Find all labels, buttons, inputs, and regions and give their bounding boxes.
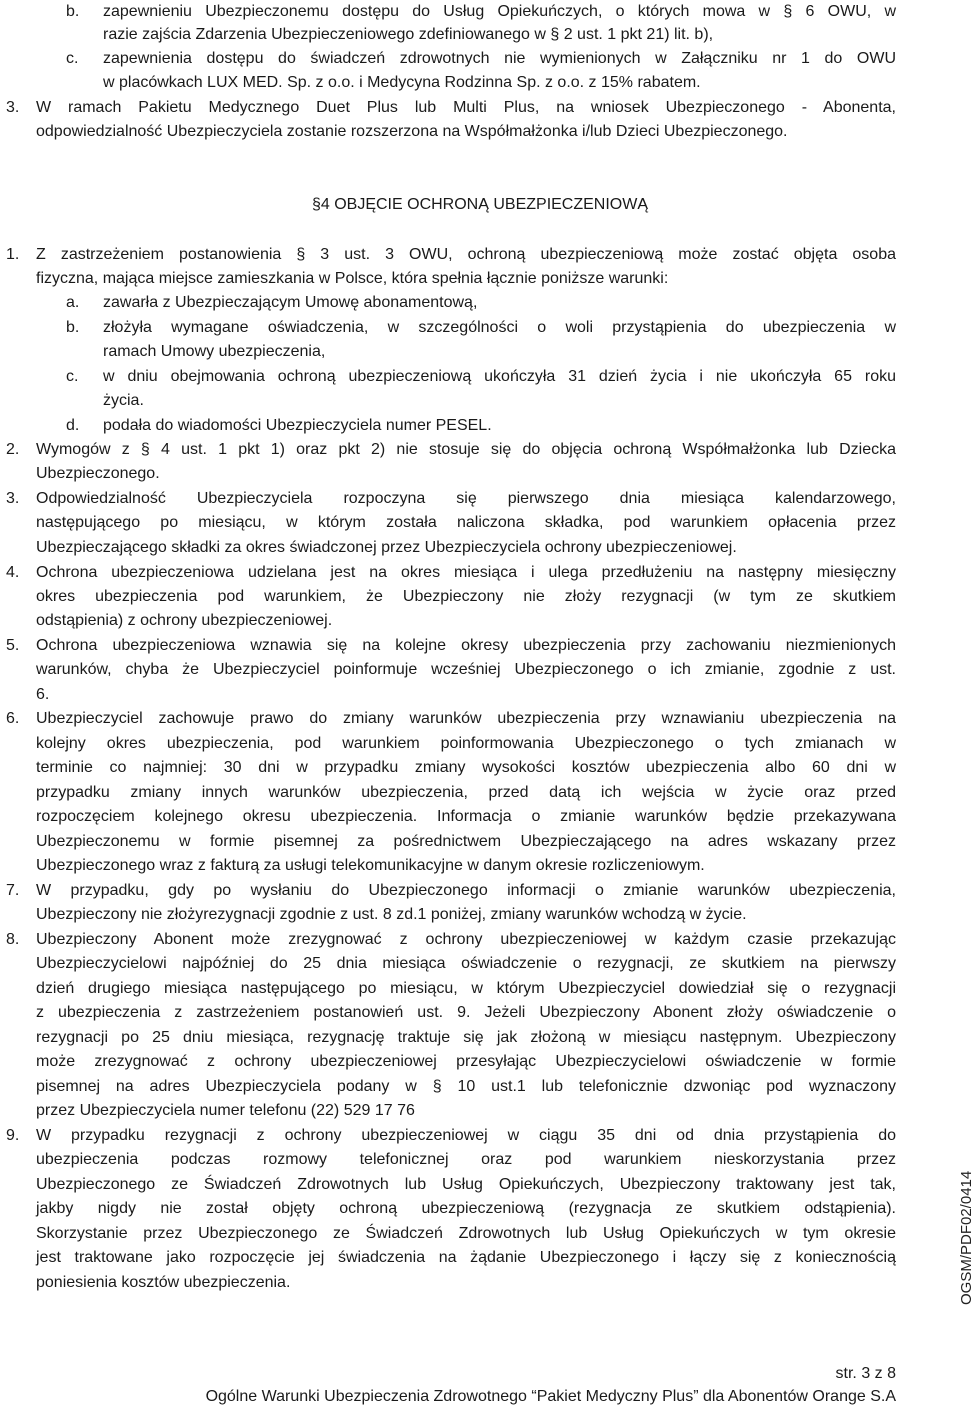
item-marker: b. (66, 319, 80, 336)
paragraph-8-cont (0, 977, 960, 1001)
paragraph-8-cont (0, 1001, 960, 1025)
text-line: zawarła z Ubezpieczającym Umowę abonamentową, (103, 294, 478, 311)
text-line: ramach Umowy ubezpieczenia, (103, 343, 326, 360)
text-line: kolejny okres ubezpieczenia, pod warunkiem poinformowania Ubezpieczonego o tych zmianach w (36, 735, 896, 752)
item-marker: d. (66, 417, 80, 434)
text-line: przypadku zmiany innych warunków ubezpieczenia, przed datą ich wejścia w życie oraz przed (36, 784, 896, 801)
paragraph-3-cont (0, 511, 960, 535)
paragraph-9 (0, 1124, 960, 1148)
paragraph-6-cont (0, 732, 960, 756)
list-item-1d (0, 414, 960, 438)
list-item-c (0, 47, 960, 71)
item-marker: 9. (6, 1127, 20, 1144)
paragraph-8-cont (0, 1075, 960, 1099)
paragraph-2 (0, 438, 960, 462)
paragraph-3-top-cont (0, 120, 960, 144)
text-line: Odpowiedzialność Ubezpieczyciela rozpoczyna się pierwszego dnia miesiąca kalendarzowego, (36, 490, 896, 507)
paragraph-9-cont (0, 1271, 960, 1295)
text-line: jest traktowane jako rozpoczęcie jej świadczenia na żądanie Ubezpieczonego i łączy się z koniecznością (36, 1249, 896, 1266)
text-line: podała do wiadomości Ubezpieczyciela numer PESEL. (103, 417, 492, 434)
paragraph-3-top (0, 96, 960, 120)
page-footer: Ogólne Warunki Ubezpieczenia Zdrowotnego “Pakiet Medyczny Plus” dla Abonentów Orange S.A (205, 1388, 896, 1405)
text-line: terminie co najmniej: 30 dni w przypadku zmiany wysokości kosztów ubezpieczenia albo 60 dni w (36, 759, 896, 776)
item-marker: a. (66, 294, 80, 311)
list-item-c-cont (0, 71, 960, 95)
item-marker: 8. (6, 931, 20, 948)
paragraph-9-cont (0, 1222, 960, 1246)
text-line: zapewnienia dostępu do świadczeń zdrowotnych nie wymienionych w Załączniku nr 1 do OWU (103, 50, 896, 67)
text-line: Ubezpieczonego wraz z fakturą za usługi telekomunikacyjne w danym okresie rozliczeniowym. (36, 857, 705, 874)
item-marker: 2. (6, 441, 20, 458)
text-line: z ubezpieczenia z zastrzeżeniem postanowień ust. 9. Jeżeli Ubezpieczony Abonent złoży oświadczenie o (36, 1004, 896, 1021)
list-item-1c-cont (0, 389, 960, 413)
paragraph-6-cont (0, 830, 960, 854)
paragraph-3 (0, 487, 960, 511)
paragraph-7-cont (0, 903, 960, 927)
text-line: zapewnieniu Ubezpieczonemu dostępu do Usług Opiekuńczych, o których mowa w § 6 OWU, w (103, 3, 896, 20)
text-line: Ubezpieczonemu w formie pisemnej za pośrednictwem Ubezpieczającego na adres wskazany przez (36, 833, 896, 850)
paragraph-5-cont (0, 683, 960, 707)
list-item-1a (0, 291, 960, 315)
paragraph-2-cont (0, 462, 960, 486)
text-line: W przypadku, gdy po wysłaniu do Ubezpieczonego informacji o zmianie warunków ubezpieczenia, (36, 882, 896, 899)
section-title: §4 OBJĘCIE OCHRONĄ UBEZPIECZENIOWĄ (311, 196, 649, 213)
paragraph-4-cont (0, 609, 960, 633)
paragraph-8-cont (0, 952, 960, 976)
paragraph-5-cont (0, 658, 960, 682)
text-line: Ubezpieczającego składki za okres świadczonej przez Ubezpieczyciela ochrony ubezpieczeniowej. (36, 539, 737, 556)
text-line: dzień drugiego miesiąca następującego po miesiącu, w którym Ubezpieczyciel dowiedział się o rezygnacji (36, 980, 896, 997)
paragraph-1 (0, 243, 960, 267)
paragraph-9-cont (0, 1197, 960, 1221)
text-line: Ubezpieczony nie złożyrezygnacji zgodnie z ust. 8 zd.1 poniżej, zmiany warunków wchodzą w życie. (36, 906, 747, 923)
text-line: pisemnej na adres Ubezpieczyciela podany w § 10 ust.1 lub telefonicznie dzwoniąc pod wyznaczony (36, 1078, 896, 1095)
page-number: str. 3 z 8 (835, 1365, 896, 1382)
text-line: w dniu obejmowania ochroną ubezpieczeniową ukończyła 31 dzień życia i nie ukończyła 65 roku (103, 368, 896, 385)
text-line: rozpoczęciem kolejnego okresu ubezpieczenia. Informacja o zmianie warunków będzie przekazywana (36, 808, 896, 825)
paragraph-8-cont (0, 1099, 960, 1123)
item-marker: c. (66, 368, 79, 385)
item-marker: 5. (6, 637, 20, 654)
text-line: Ubezpieczonego ze Świadczeń Zdrowotnych lub Usług Opiekuńczych, Ubezpieczony traktowany jest tak, (36, 1176, 896, 1193)
text-line: W ramach Pakietu Medycznego Duet Plus lub Multi Plus, na wniosek Ubezpieczonego - Abonenta, (36, 99, 896, 116)
item-marker: 7. (6, 882, 20, 899)
text-line: Ubezpieczonego. (36, 465, 160, 482)
paragraph-9-cont (0, 1148, 960, 1172)
list-item-1b (0, 316, 960, 340)
text-line: Ochrona ubezpieczeniowa udzielana jest na okres miesiąca i ulega przedłużeniu na następny miesięczny (36, 564, 896, 581)
item-marker: 3. (6, 490, 20, 507)
text-line: fizyczna, mająca miejsce zamieszkania w Polsce, która spełnia łącznie poniższe warunki: (36, 270, 669, 287)
text-line: rezygnacji po 25 dniu miesiąca, rezygnację traktuje się jak złożoną w miesiącu następnym. Ubezpieczony (36, 1029, 896, 1046)
text-line: w placówkach LUX MED. Sp. z o.o. i Medycyna Rodzinna Sp. z o.o. z 15% rabatem. (103, 74, 701, 91)
text-line: złożyła wymagane oświadczenia, w szczególności o woli przystąpienia do ubezpieczenia w (103, 319, 896, 336)
text-line: odpowiedzialność Ubezpieczyciela zostanie rozszerzona na Współmałżonka i/lub Dzieci Ubezpieczonego. (36, 123, 788, 140)
paragraph-9-cont (0, 1246, 960, 1270)
paragraph-6-cont (0, 781, 960, 805)
paragraph-1-cont (0, 267, 960, 291)
text-line: Ubezpieczony Abonent może zrezygnować z ochrony ubezpieczeniowej w każdym czasie przekazując (36, 931, 896, 948)
text-line: przez Ubezpieczyciela numer telefonu (22) 529 17 76 (36, 1102, 415, 1119)
paragraph-6-cont (0, 756, 960, 780)
text-line: Ubezpieczyciel zachowuje prawo do zmiany warunków ubezpieczenia przy wznawianiu ubezpieczenia na (36, 710, 896, 727)
text-line: następującego po miesiącu, w którym została naliczona składka, pod warunkiem opłacenia przez (36, 514, 896, 531)
paragraph-4-cont (0, 585, 960, 609)
text-line: jakby nigdy nie został objęty ochroną ubezpieczeniową (rezygnacja ze skutkiem odstąpienia). (36, 1200, 896, 1217)
text-line: Z zastrzeżeniem postanowienia § 3 ust. 3 OWU, ochroną ubezpieczeniową może zostać objęta osoba (36, 246, 896, 263)
text-line: Ochrona ubezpieczeniowa wznawia się na kolejne okresy ubezpieczenia przy zachowaniu niezmienionych (36, 637, 896, 654)
paragraph-6-cont (0, 805, 960, 829)
paragraph-9-cont (0, 1173, 960, 1197)
paragraph-5 (0, 634, 960, 658)
text-line: Wymogów z § 4 ust. 1 pkt 1) oraz pkt 2) nie stosuje się do objęcia ochroną Współmałżonka lub Dziecka (36, 441, 896, 458)
item-marker: 4. (6, 564, 20, 581)
text-line: poniesienia kosztów ubezpieczenia. (36, 1274, 291, 1291)
list-item-b (0, 0, 960, 24)
list-item-b-cont (0, 23, 960, 47)
paragraph-4 (0, 561, 960, 585)
text-line: odstąpienia) z ochrony ubezpieczeniowej. (36, 612, 333, 629)
text-line: Skorzystanie przez Ubezpieczonego ze Świadczeń Zdrowotnych lub Usług Opiekuńczych w tym okresie (36, 1225, 896, 1242)
paragraph-6 (0, 707, 960, 731)
item-marker: b. (66, 3, 80, 20)
text-line: może zrezygnować z ochrony ubezpieczeniowej przesyłając Ubezpieczycielowi oświadczenie w formie (36, 1053, 896, 1070)
text-line: warunków, chyba że Ubezpieczyciel poinformuje wcześniej Ubezpieczonego o ich zmianie, zgodnie z ust. (36, 661, 896, 678)
item-marker: 6. (6, 710, 20, 727)
document-code: OGSM/PDF02/0414 (958, 1170, 975, 1305)
paragraph-6-cont (0, 854, 960, 878)
text-line: życia. (103, 392, 144, 409)
text-line: Ubezpieczycielowi najpóźniej do 25 dnia miesiąca oświadczenie o rezygnacji, ze skutkiem na pierwszy (36, 955, 896, 972)
list-item-1c (0, 365, 960, 389)
paragraph-3-cont (0, 536, 960, 560)
item-marker: c. (66, 50, 79, 67)
paragraph-8-cont (0, 1050, 960, 1074)
paragraph-7 (0, 879, 960, 903)
paragraph-8 (0, 928, 960, 952)
text-line: razie zajścia Zdarzenia Ubezpieczeniowego zdefiniowanego w § 2 ust. 1 pkt 21) lit. b), (103, 26, 714, 43)
text-line: 6. (36, 686, 50, 703)
text-line: W przypadku rezygnacji z ochrony ubezpieczeniowej w ciągu 35 dni od dnia przystąpienia do (36, 1127, 896, 1144)
paragraph-8-cont (0, 1026, 960, 1050)
text-line: okres ubezpieczenia pod warunkiem, że Ubezpieczony nie złoży rezygnacji (w tym ze skutkiem (36, 588, 896, 605)
list-item-1b-cont (0, 340, 960, 364)
item-marker: 1. (6, 246, 20, 263)
item-marker: 3. (6, 99, 20, 116)
text-line: ubezpieczenia podczas rozmowy telefonicznej oraz pod warunkiem nieskorzystania przez (36, 1151, 896, 1168)
